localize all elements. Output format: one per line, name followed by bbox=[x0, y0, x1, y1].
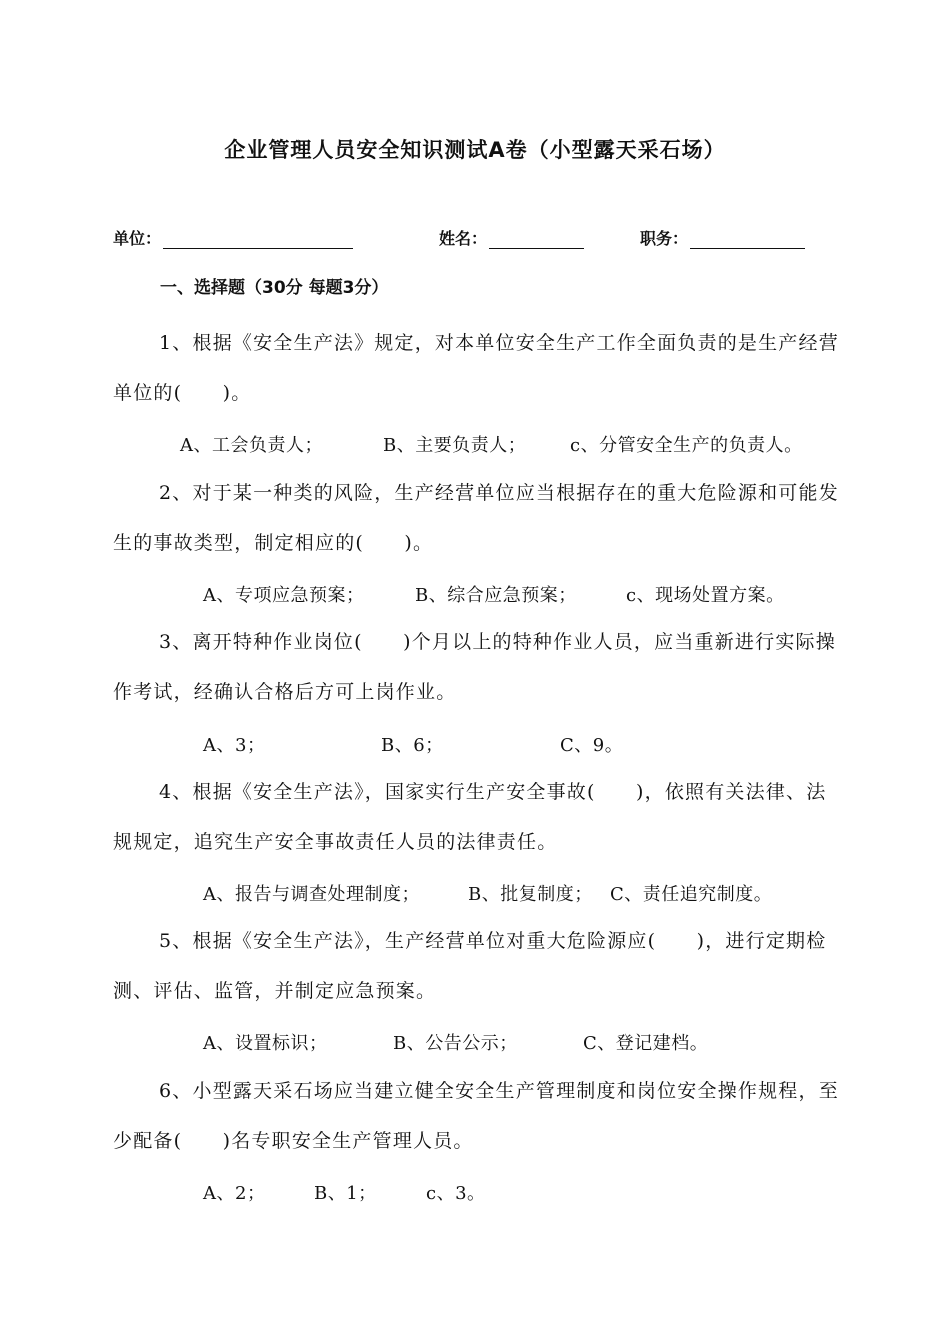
q2-option-c: c、现场处置方案。 bbox=[626, 585, 785, 606]
name-blank[interactable] bbox=[489, 230, 584, 249]
q3-option-b: B、6； bbox=[381, 735, 444, 756]
position-label: 职务： bbox=[640, 229, 689, 248]
q2-option-b: B、综合应急预案； bbox=[415, 585, 577, 606]
question-1: 1、根据《安全生产法》规定，对本单位安全生产工作全面负责的是生产经营单位的( )。 bbox=[113, 332, 839, 404]
q6-option-b: B、1； bbox=[314, 1183, 377, 1204]
q5-option-c: C、登记建档。 bbox=[583, 1033, 709, 1054]
question-5: 5、根据《安全生产法》，生产经营单位对重大危险源应( )，进行定期检测、评估、监管，并制定应急预案。 bbox=[113, 930, 827, 1002]
q6-option-a: A、2； bbox=[203, 1183, 266, 1204]
q5-option-b: B、公告公示； bbox=[393, 1033, 518, 1054]
name-field bbox=[439, 226, 584, 249]
q4-option-b: B、批复制度； bbox=[468, 884, 593, 905]
unit-field bbox=[113, 226, 353, 249]
q6-option-c: c、3。 bbox=[426, 1183, 486, 1204]
question-6: 6、小型露天采石场应当建立健全安全生产管理制度和岗位安全操作规程，至少配备( )名专职安全生产管理人员。 bbox=[113, 1080, 839, 1152]
unit-label: 单位： bbox=[113, 229, 162, 248]
section-heading: 一、选择题（30分 每题3分） bbox=[160, 278, 389, 298]
name-label: 姓名： bbox=[439, 229, 488, 248]
q1-option-c: c、分管安全生产的负责人。 bbox=[570, 435, 803, 456]
q3-option-c: C、9。 bbox=[560, 735, 624, 756]
q1-option-b: B、主要负责人； bbox=[383, 435, 527, 456]
q4-option-c: C、责任追究制度。 bbox=[610, 884, 773, 905]
q1-option-a: A、工会负责人； bbox=[180, 435, 323, 456]
position-field bbox=[640, 226, 805, 249]
q5-option-a: A、设置标识； bbox=[203, 1033, 328, 1054]
header-info-row bbox=[113, 226, 833, 250]
question-4: 4、根据《安全生产法》，国家实行生产安全事故( )，依照有关法律、法规规定，追究生产安全事故责任人员的法律责任。 bbox=[113, 781, 827, 853]
q4-option-a: A、报告与调查处理制度； bbox=[203, 884, 420, 905]
q3-option-a: A、3； bbox=[203, 735, 266, 756]
question-3: 3、离开特种作业岗位( )个月以上的特种作业人员，应当重新进行实际操作考试，经确认合格后方可上岗作业。 bbox=[113, 631, 836, 703]
question-2: 2、对于某一种类的风险，生产经营单位应当根据存在的重大危险源和可能发生的事故类型，制定相应的( )。 bbox=[113, 482, 839, 554]
q2-option-a: A、专项应急预案； bbox=[203, 585, 365, 606]
page-title: 企业管理人员安全知识测试A卷（小型露天采石场） bbox=[224, 138, 726, 162]
unit-blank[interactable] bbox=[163, 230, 353, 249]
position-blank[interactable] bbox=[690, 230, 805, 249]
